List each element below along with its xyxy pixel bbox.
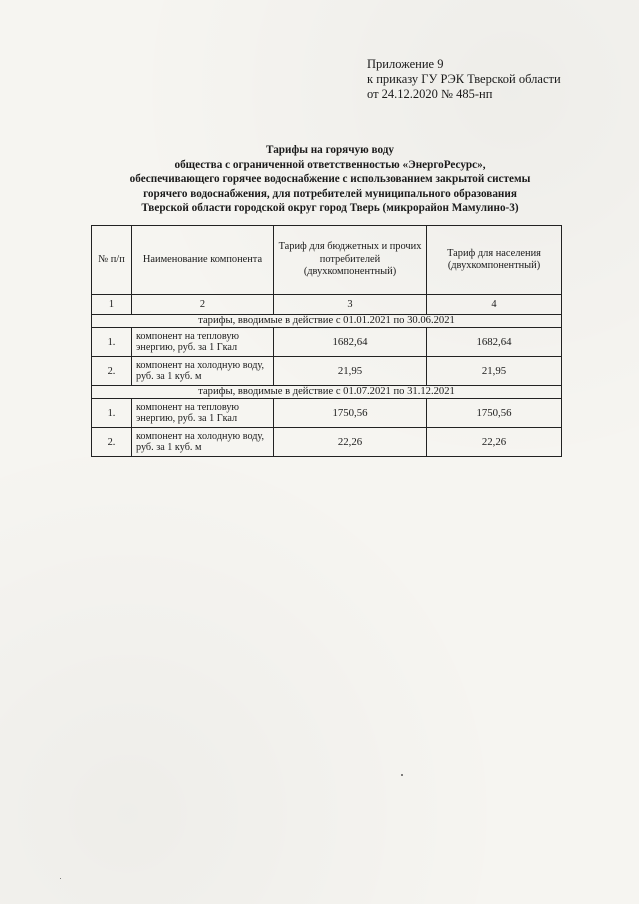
title-line-4: горячего водоснабжения, для потребителей муниципального образования [143, 187, 517, 200]
row-population-value: 1750,56 [427, 399, 562, 428]
row-budget-value: 1682,64 [274, 328, 427, 357]
column-number-row [92, 295, 562, 315]
row-num: 2. [92, 428, 132, 457]
annex-number: Приложение 9 [367, 57, 444, 71]
annex-date: от 24.12.2020 № 485-нп [367, 87, 493, 101]
title-line-3: обеспечивающего горячее водоснабжение с использованием закрытой системы [129, 173, 531, 185]
title-line-2: общества с ограниченной ответственностью «ЭнергоРесурс», [174, 158, 486, 171]
row-name: компонент на холодную воду, руб. за 1 куб. м [132, 428, 274, 457]
scan-speck [60, 878, 61, 879]
row-num: 1. [92, 328, 132, 357]
row-num: 2. [92, 357, 132, 386]
period-label: тарифы, вводимые в действие с 01.07.2021 по 31.12.2021 [92, 386, 562, 399]
period-label: тарифы, вводимые в действие с 01.01.2021 по 30.06.2021 [92, 315, 562, 328]
period-row [92, 315, 562, 328]
annex-reference [367, 57, 561, 102]
title-line-1: Тарифы на горячую воду [266, 144, 394, 156]
row-name: компонент на тепловую энергию, руб. за 1 Гкал [132, 328, 274, 357]
row-population-value: 1682,64 [427, 328, 562, 357]
header-population: Тариф для населения (двухкомпонентный) [427, 226, 562, 295]
table-row [92, 328, 562, 357]
header-budget: Тариф для бюджетных и прочих потребителей (двухкомпонентный) [274, 226, 427, 295]
header-num: № п/п [92, 226, 132, 295]
table-row [92, 428, 562, 457]
row-population-value: 21,95 [427, 357, 562, 386]
column-number: 2 [132, 295, 274, 315]
title-line-5: Тверской области городской округ город Тверь (микрорайон Мамулино-3) [141, 202, 519, 214]
row-name: компонент на холодную воду, руб. за 1 куб. м [132, 357, 274, 386]
column-number: 3 [274, 295, 427, 315]
row-population-value: 22,26 [427, 428, 562, 457]
row-budget-value: 21,95 [274, 357, 427, 386]
scan-speck [401, 774, 403, 776]
column-number: 4 [427, 295, 562, 315]
row-num: 1. [92, 399, 132, 428]
column-number: 1 [92, 295, 132, 315]
period-row [92, 386, 562, 399]
table-header-row [92, 226, 562, 295]
row-budget-value: 22,26 [274, 428, 427, 457]
document-title [100, 143, 560, 216]
table-row [92, 399, 562, 428]
row-budget-value: 1750,56 [274, 399, 427, 428]
annex-order: к приказу ГУ РЭК Тверской области [367, 72, 561, 86]
table-row [92, 357, 562, 386]
header-name: Наименование компонента [132, 226, 274, 295]
row-name: компонент на тепловую энергию, руб. за 1 Гкал [132, 399, 274, 428]
tariff-table [91, 225, 562, 457]
